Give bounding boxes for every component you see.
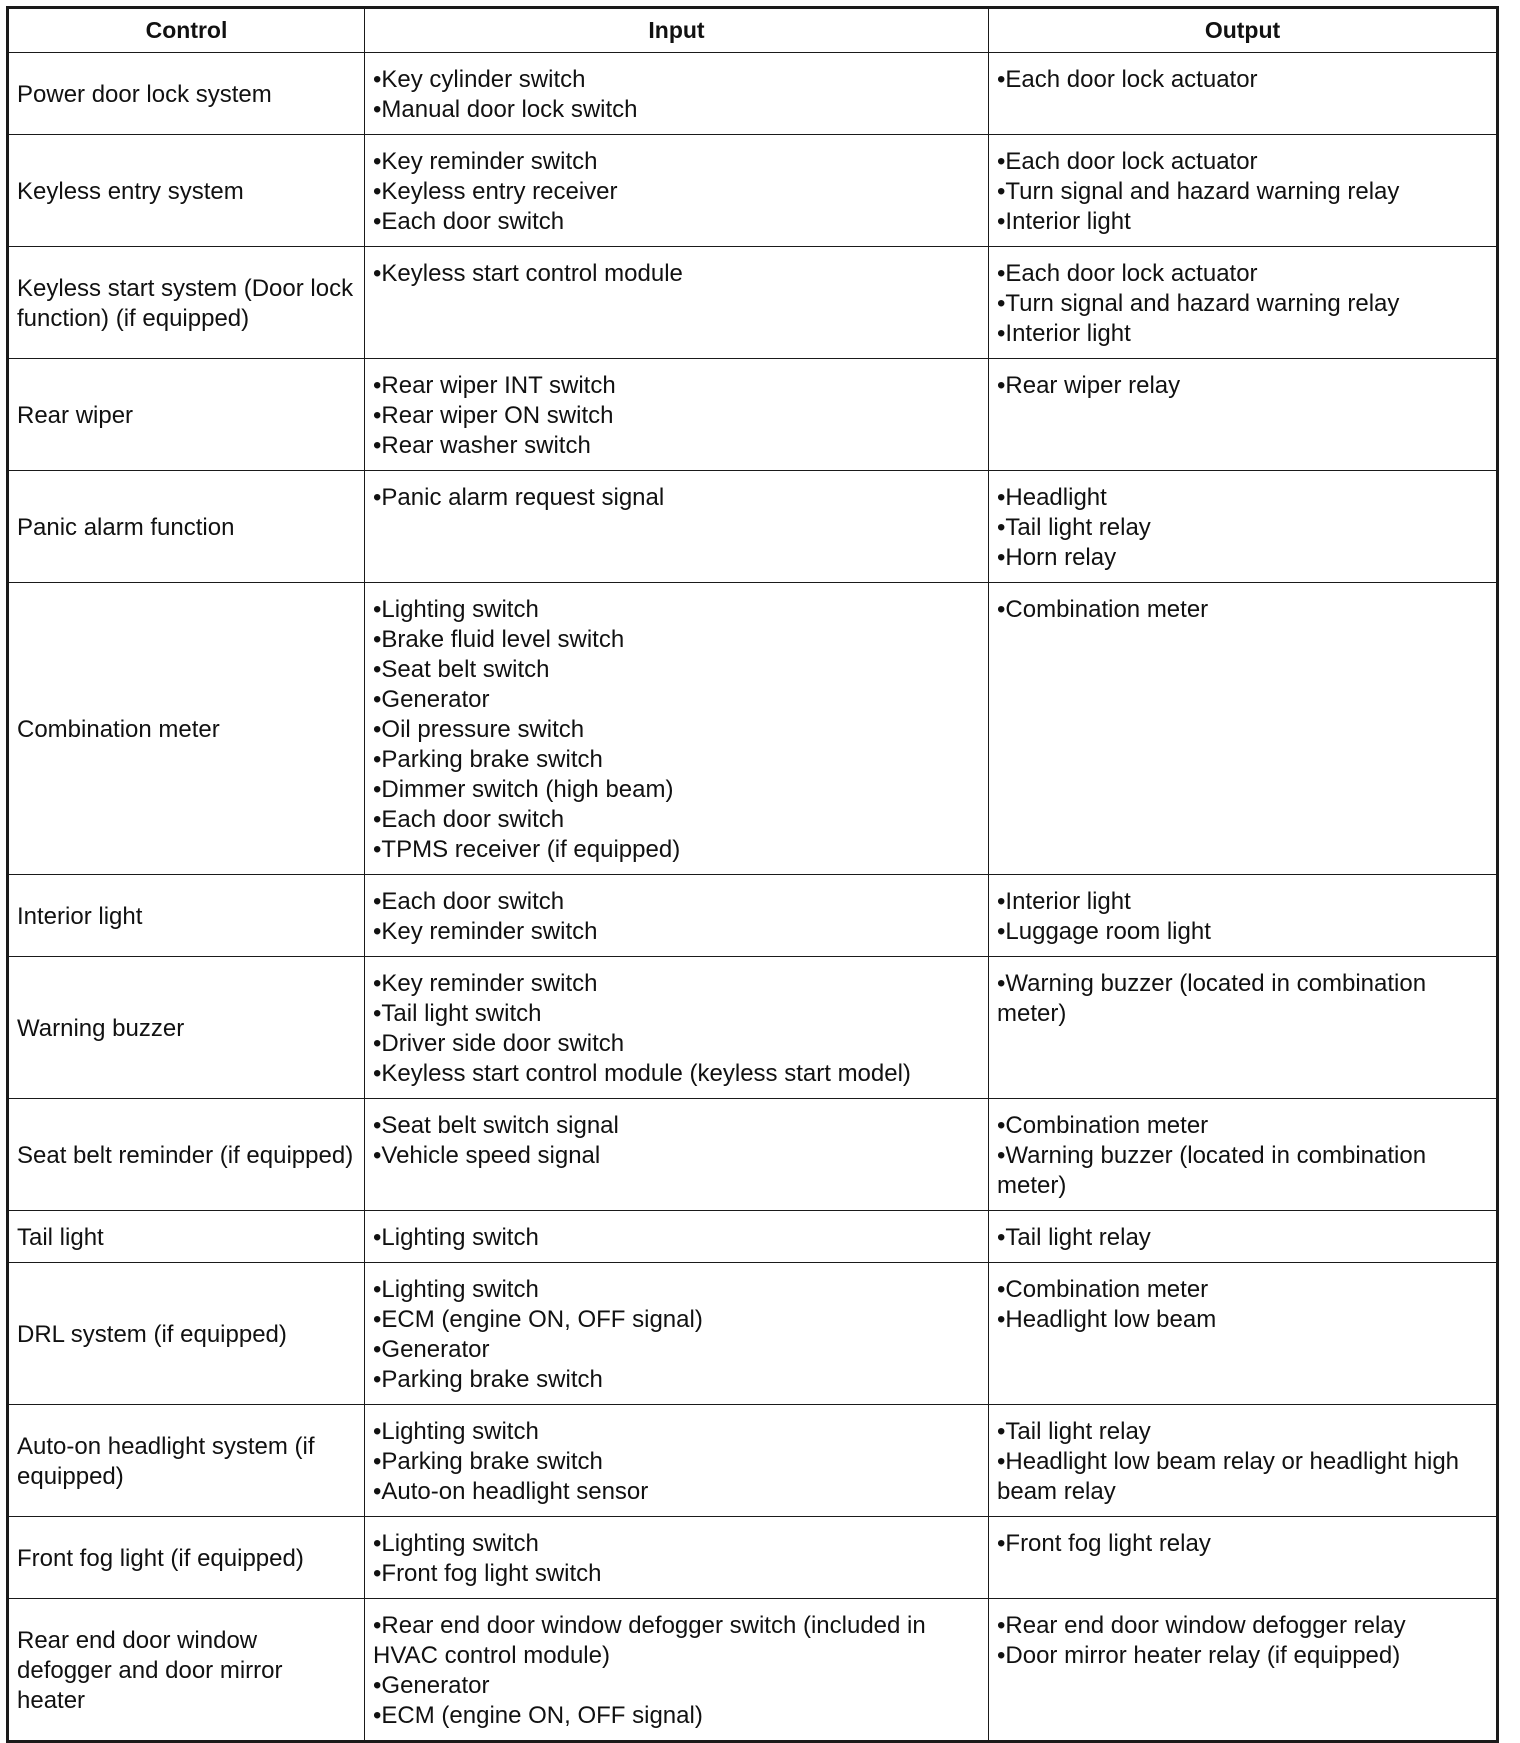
output-item: •Interior light xyxy=(997,888,1131,915)
output-item: •Each door lock actuator xyxy=(997,260,1258,287)
input-cell xyxy=(365,471,989,583)
input-item: •Dimmer switch (high beam) xyxy=(373,776,674,803)
control-cell: Power door lock system xyxy=(8,53,365,135)
control-cell: Tail light xyxy=(8,1211,365,1263)
output-cell xyxy=(989,583,1498,875)
output-item: •Door mirror heater relay (if equipped) xyxy=(997,1642,1401,1669)
output-cell xyxy=(989,875,1498,957)
input-item: •Parking brake switch xyxy=(373,1366,603,1393)
input-item: •TPMS receiver (if equipped) xyxy=(373,836,681,863)
header-row xyxy=(8,8,1498,53)
output-item: •Tail light relay xyxy=(997,514,1151,541)
input-item: •Manual door lock switch xyxy=(373,96,638,123)
output-cell xyxy=(989,471,1498,583)
output-item: •Headlight low beam relay or headlight high beam relay xyxy=(997,1448,1460,1505)
input-item: •Vehicle speed signal xyxy=(373,1142,601,1169)
input-item: •Rear wiper ON switch xyxy=(373,402,614,429)
input-item: •Each door switch xyxy=(373,888,565,915)
output-item: •Each door lock actuator xyxy=(997,66,1258,93)
input-cell xyxy=(365,53,989,135)
input-cell xyxy=(365,957,989,1099)
control-cell: Rear end door window defogger and door mirror heater xyxy=(8,1599,365,1742)
table-row xyxy=(8,1099,1498,1211)
control-cell: Panic alarm function xyxy=(8,471,365,583)
input-item: •Keyless start control module (keyless start model) xyxy=(373,1060,911,1087)
table-row xyxy=(8,1211,1498,1263)
input-item: •Parking brake switch xyxy=(373,746,603,773)
input-cell xyxy=(365,875,989,957)
output-item: •Warning buzzer (located in combination meter) xyxy=(997,970,1427,1027)
header-input: Input xyxy=(365,8,989,53)
output-item: •Headlight low beam xyxy=(997,1306,1217,1333)
input-item: •Key reminder switch xyxy=(373,918,598,945)
output-item: •Combination meter xyxy=(997,1112,1209,1139)
input-item: •Seat belt switch signal xyxy=(373,1112,619,1139)
table-row xyxy=(8,957,1498,1099)
output-item: •Turn signal and hazard warning relay xyxy=(997,178,1400,205)
input-item: •Driver side door switch xyxy=(373,1030,625,1057)
input-item: •Key reminder switch xyxy=(373,148,598,175)
output-cell xyxy=(989,247,1498,359)
output-cell xyxy=(989,1099,1498,1211)
input-item: •Seat belt switch xyxy=(373,656,550,683)
input-item: •Panic alarm request signal xyxy=(373,484,665,511)
control-cell: Interior light xyxy=(8,875,365,957)
output-cell xyxy=(989,957,1498,1099)
output-item: •Rear end door window defogger relay xyxy=(997,1612,1406,1639)
input-item: •Parking brake switch xyxy=(373,1448,603,1475)
input-cell xyxy=(365,247,989,359)
output-item: •Front fog light relay xyxy=(997,1530,1211,1557)
input-item: •Keyless start control module xyxy=(373,260,683,287)
input-cell xyxy=(365,1517,989,1599)
input-item: •Key reminder switch xyxy=(373,970,598,997)
input-cell xyxy=(365,1599,989,1742)
input-cell xyxy=(365,1263,989,1405)
output-cell xyxy=(989,1263,1498,1405)
output-item: •Turn signal and hazard warning relay xyxy=(997,290,1400,317)
table-row xyxy=(8,1405,1498,1517)
input-item: •Brake fluid level switch xyxy=(373,626,625,653)
output-cell xyxy=(989,135,1498,247)
input-item: •Lighting switch xyxy=(373,1418,539,1445)
output-item: •Combination meter xyxy=(997,596,1209,623)
output-cell xyxy=(989,1517,1498,1599)
input-cell xyxy=(365,1099,989,1211)
table-row xyxy=(8,875,1498,957)
input-item: •Lighting switch xyxy=(373,596,539,623)
header-control: Control xyxy=(8,8,365,53)
table-row xyxy=(8,247,1498,359)
table-row xyxy=(8,359,1498,471)
input-item: •ECM (engine ON, OFF signal) xyxy=(373,1702,703,1729)
output-item: •Luggage room light xyxy=(997,918,1211,945)
table-row xyxy=(8,1517,1498,1599)
control-cell: Rear wiper xyxy=(8,359,365,471)
input-item: •Oil pressure switch xyxy=(373,716,585,743)
input-item: •Lighting switch xyxy=(373,1530,539,1557)
table-body xyxy=(8,53,1498,1742)
input-item: •Generator xyxy=(373,1336,490,1363)
control-cell: DRL system (if equipped) xyxy=(8,1263,365,1405)
header-output: Output xyxy=(989,8,1498,53)
input-item: •Each door switch xyxy=(373,806,565,833)
output-item: •Tail light relay xyxy=(997,1418,1151,1445)
output-cell xyxy=(989,359,1498,471)
control-cell: Seat belt reminder (if equipped) xyxy=(8,1099,365,1211)
output-item: •Headlight xyxy=(997,484,1107,511)
output-item: •Combination meter xyxy=(997,1276,1209,1303)
input-item: •Each door switch xyxy=(373,208,565,235)
input-cell xyxy=(365,135,989,247)
input-item: •Generator xyxy=(373,686,490,713)
input-cell xyxy=(365,1211,989,1263)
input-item: •Auto-on headlight sensor xyxy=(373,1478,649,1505)
control-cell: Auto-on headlight system (if equipped) xyxy=(8,1405,365,1517)
input-item: •Tail light switch xyxy=(373,1000,542,1027)
input-item: •Lighting switch xyxy=(373,1224,539,1251)
input-item: •ECM (engine ON, OFF signal) xyxy=(373,1306,703,1333)
output-cell xyxy=(989,1211,1498,1263)
control-io-table xyxy=(6,6,1499,1743)
input-item: •Keyless entry receiver xyxy=(373,178,618,205)
output-item: •Each door lock actuator xyxy=(997,148,1258,175)
control-cell: Keyless entry system xyxy=(8,135,365,247)
output-item: •Horn relay xyxy=(997,544,1117,571)
input-cell xyxy=(365,359,989,471)
table-row xyxy=(8,135,1498,247)
control-cell: Warning buzzer xyxy=(8,957,365,1099)
table-row xyxy=(8,1263,1498,1405)
input-item: •Generator xyxy=(373,1672,490,1699)
output-cell xyxy=(989,53,1498,135)
output-item: •Rear wiper relay xyxy=(997,372,1181,399)
table-row xyxy=(8,583,1498,875)
input-item: •Lighting switch xyxy=(373,1276,539,1303)
output-cell xyxy=(989,1599,1498,1742)
output-item: •Tail light relay xyxy=(997,1224,1151,1251)
input-item: •Rear wiper INT switch xyxy=(373,372,616,399)
table-row xyxy=(8,1599,1498,1742)
input-cell xyxy=(365,583,989,875)
input-item: •Key cylinder switch xyxy=(373,66,586,93)
input-item: •Rear end door window defogger switch (included in HVAC control module) xyxy=(373,1612,926,1669)
output-item: •Interior light xyxy=(997,320,1131,347)
table-row xyxy=(8,471,1498,583)
output-item: •Interior light xyxy=(997,208,1131,235)
control-cell: Combination meter xyxy=(8,583,365,875)
control-cell: Front fog light (if equipped) xyxy=(8,1517,365,1599)
input-item: •Front fog light switch xyxy=(373,1560,602,1587)
output-cell xyxy=(989,1405,1498,1517)
control-cell: Keyless start system (Door lock function) (if equipped) xyxy=(8,247,365,359)
input-item: •Rear washer switch xyxy=(373,432,591,459)
table-row xyxy=(8,53,1498,135)
output-item: •Warning buzzer (located in combination meter) xyxy=(997,1142,1427,1199)
input-cell xyxy=(365,1405,989,1517)
